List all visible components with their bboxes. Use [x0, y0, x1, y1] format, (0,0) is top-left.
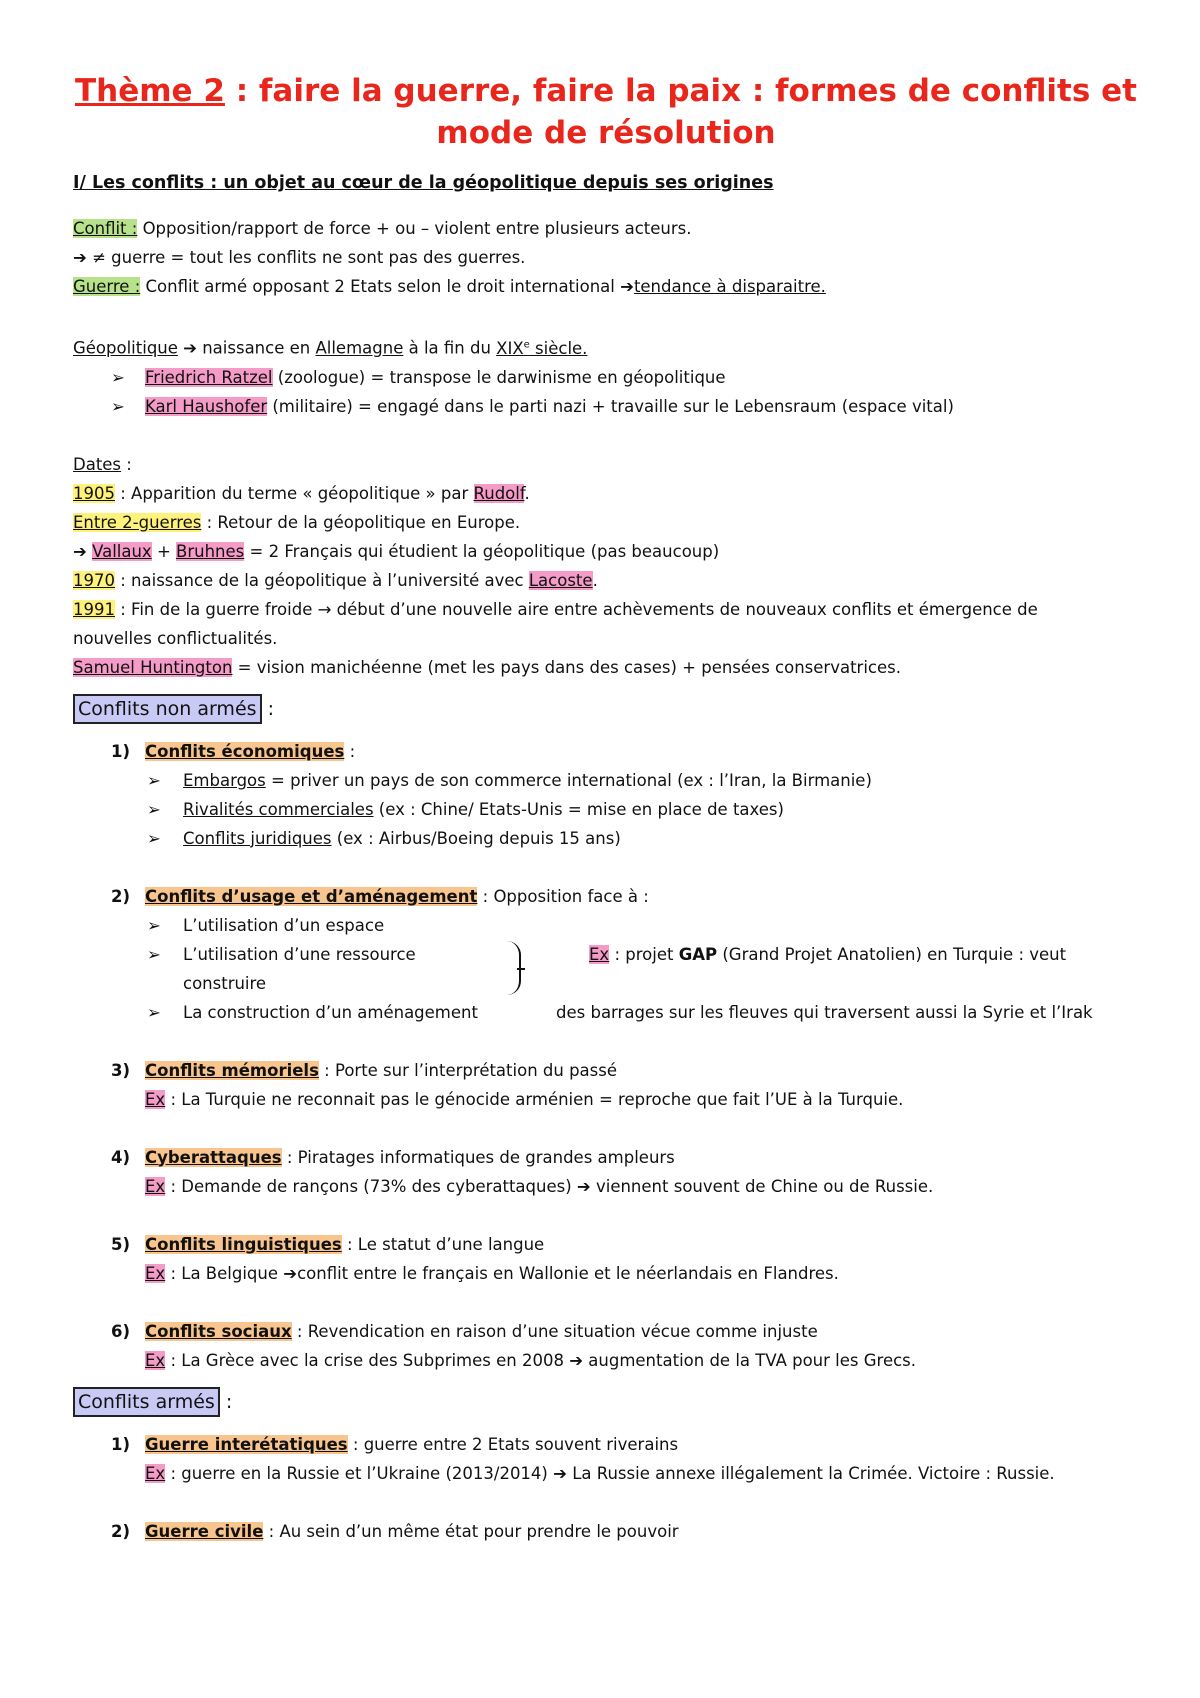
geopolitique-line	[73, 330, 1139, 363]
armes-colon: :	[219, 1390, 233, 1413]
example-sociaux	[73, 1346, 1139, 1375]
date-1970-text: : naissance de la géopolitique à l’université avec	[115, 570, 529, 590]
list-item-civile	[73, 1517, 1139, 1546]
spacer	[73, 1288, 1139, 1317]
year-1970: 1970	[73, 570, 115, 590]
ex-label: Ex	[145, 1263, 166, 1283]
example-text: : guerre en la Russie et l’Ukraine (2013/2014)	[165, 1463, 554, 1483]
item-number: 1)	[111, 741, 131, 761]
haushofer-text: (militaire) = engagé dans le parti nazi + travaille sur le Lebensraum (espace vital)	[267, 396, 954, 416]
bullet-arrow-icon: ➢	[147, 944, 161, 964]
geo-century-end: siècle.	[529, 338, 588, 358]
rivalites-text: (ex : Chine/ Etats-Unis = mise en place de taxes)	[373, 799, 784, 819]
geo-text: naissance en	[196, 338, 316, 358]
label-usage: Conflits d’usage et d’aménagement	[145, 886, 478, 906]
non-armes-heading-line	[73, 692, 1139, 727]
arrow-icon: ➔	[553, 1463, 567, 1483]
arrow-icon: ➔	[73, 248, 87, 267]
bullet-arrow-icon: ➢	[111, 367, 125, 387]
label-civile: Guerre civile	[145, 1521, 264, 1541]
list-item-memoriels	[73, 1056, 1139, 1085]
example-text: viennent souvent de Chine ou de Russie.	[590, 1176, 934, 1196]
date-1991	[73, 595, 1139, 624]
usage-block	[73, 911, 1139, 1027]
label-interetatiques: Guerre interétatiques	[145, 1434, 348, 1454]
list-item-sociaux	[73, 1317, 1139, 1346]
year-1991: 1991	[73, 599, 115, 619]
example-memoriels	[73, 1085, 1139, 1114]
embargos-text: = priver un pays de son commerce international (ex : l’Iran, la Birmanie)	[265, 770, 872, 790]
name-vallaux: Vallaux	[92, 541, 152, 561]
date-1905-text: : Apparition du terme « géopolitique » par	[115, 483, 474, 503]
dates-colon: :	[121, 454, 132, 474]
bullet-arrow-icon: ➢	[147, 828, 161, 848]
date-1991-cont: nouvelles conflictualités.	[73, 628, 278, 648]
item-number: 5)	[111, 1234, 131, 1254]
spacer	[73, 301, 1139, 330]
item-text: : Piratages informatiques de grandes ampleurs	[281, 1147, 675, 1167]
item-text: :	[344, 741, 356, 761]
geo-century-text: XIX	[496, 338, 524, 358]
label-cyberattaques: Cyberattaques	[145, 1147, 282, 1167]
spacer	[73, 198, 1139, 214]
title-theme-label: Thème 2	[75, 73, 225, 109]
page-title	[73, 70, 1139, 154]
ex-label: Ex	[145, 1176, 166, 1196]
arrow-icon: ➔	[569, 1350, 584, 1370]
item-text: : Revendication en raison d’une situation vécue comme injuste	[291, 1321, 818, 1341]
date-1905	[73, 479, 1139, 508]
dates-label: Dates	[73, 454, 122, 474]
arrow-icon: ➔	[620, 277, 634, 296]
title-line2: mode de résolution	[436, 115, 776, 151]
usage-example	[589, 940, 1066, 969]
definition-conflit	[73, 214, 1139, 243]
sub-item-construction	[73, 998, 1139, 1027]
bullet-arrow-icon: ➢	[147, 799, 161, 819]
example-text: : La Belgique	[165, 1263, 284, 1283]
example-cyberattaques	[73, 1172, 1139, 1201]
example-linguistiques	[73, 1259, 1139, 1288]
small-arrow-icon: →	[317, 599, 332, 619]
date-1991-text: : Fin de la guerre froide	[115, 599, 318, 619]
label-economiques: Conflits économiques	[145, 741, 345, 761]
spacer	[73, 853, 1139, 882]
label-memoriels: Conflits mémoriels	[145, 1060, 319, 1080]
list-item-cyberattaques	[73, 1143, 1139, 1172]
list-item-interetatiques	[73, 1430, 1139, 1459]
spacer	[73, 1027, 1139, 1056]
def-conflit: Opposition/rapport de force + ou – violent entre plusieurs acteurs.	[137, 219, 692, 238]
huntington-line	[73, 653, 1139, 682]
example-text: : La Grèce avec la crise des Subprimes en 2008	[165, 1350, 570, 1370]
term-conflit: Conflit :	[73, 219, 138, 238]
item-text: : Au sein d’un même état pour prendre le pouvoir	[263, 1521, 679, 1541]
list-item-usage	[73, 882, 1139, 911]
spacer	[73, 1114, 1139, 1143]
item-text: : guerre entre 2 Etats souvent riverains	[347, 1434, 679, 1454]
item-number: 2)	[111, 886, 131, 906]
armes-heading: Conflits armés	[73, 1387, 220, 1417]
name-bruhnes: Bruhnes	[176, 541, 245, 561]
arrow-icon: ➔	[576, 1176, 591, 1196]
definition-guerre	[73, 272, 1139, 301]
neq-text: ≠ guerre = tout les conflits ne sont pas des guerres.	[86, 248, 526, 267]
usage-espace-text: L’utilisation d’un espace	[183, 915, 385, 935]
item-text: : Opposition face à :	[477, 886, 649, 906]
list-item-economiques	[73, 737, 1139, 766]
vallaux-bruhnes-text: = 2 Français qui étudient la géopolitique (pas beaucoup)	[244, 541, 720, 561]
document-page	[73, 70, 1139, 1546]
spacer	[73, 682, 1139, 692]
sub-item-rivalites	[73, 795, 1139, 824]
sub-item-juridiques	[73, 824, 1139, 853]
ex-label: Ex	[145, 1350, 166, 1370]
huntington-text: = vision manichéenne (met les pays dans des cases) + pensées conservatrices.	[232, 657, 901, 677]
vallaux-bruhnes-line	[73, 537, 1139, 566]
list-item-linguistiques	[73, 1230, 1139, 1259]
item-number: 2)	[111, 1521, 131, 1541]
date-1970-end: .	[592, 570, 598, 590]
usage-ex-gap: GAP	[678, 944, 718, 964]
dates-label-line	[73, 450, 1139, 479]
usage-ex-text: (Grand Projet Anatolien) en Turquie : veut	[717, 944, 1067, 964]
arrow-icon: ➔	[283, 1263, 298, 1283]
usage-ex-continued: des barrages sur les fleuves qui traversent aussi la Syrie et l’Irak	[556, 1002, 1093, 1022]
usage-ex-text: : projet	[609, 944, 679, 964]
list-item-ratzel	[73, 363, 1139, 392]
date-1905-end: .	[524, 483, 530, 503]
item-text: : Porte sur l’interprétation du passé	[318, 1060, 618, 1080]
arrow-icon: ➔	[73, 541, 87, 561]
non-armes-colon: :	[261, 697, 274, 720]
entre-guerres-text: : Retour de la géopolitique en Europe.	[201, 512, 521, 532]
brace-tip	[517, 968, 525, 970]
name-haushofer: Karl Haushofer	[145, 396, 268, 416]
bullet-arrow-icon: ➢	[147, 1002, 161, 1022]
name-lacoste: Lacoste	[528, 570, 593, 590]
guerre-trend: tendance à disparaitre.	[633, 277, 826, 296]
section-heading: I/ Les conflits : un objet au cœur de la géopolitique depuis ses origines	[73, 173, 774, 193]
def-guerre: Conflit armé opposant 2 Etats selon le droit international	[140, 277, 621, 296]
year-1905: 1905	[73, 483, 115, 503]
neq-line	[73, 243, 1139, 272]
term-geopolitique: Géopolitique	[73, 338, 178, 358]
bullet-arrow-icon: ➢	[147, 770, 161, 790]
date-entre-guerres	[73, 508, 1139, 537]
bullet-arrow-icon: ➢	[111, 396, 125, 416]
geo-text: à la fin du	[403, 338, 497, 358]
term-guerre: Guerre :	[73, 277, 141, 296]
example-text: : Demande de rançons (73% des cyberattaques)	[165, 1176, 577, 1196]
plus-text: +	[151, 541, 177, 561]
term-juridiques: Conflits juridiques	[183, 828, 332, 848]
item-text: : Le statut d’une langue	[341, 1234, 545, 1254]
sub-item-construire	[73, 969, 1139, 998]
list-item-haushofer	[73, 392, 1139, 421]
bullet-arrow-icon: ➢	[147, 915, 161, 935]
ratzel-text: (zoologue) = transpose le darwinisme en géopolitique	[272, 367, 726, 387]
item-number: 3)	[111, 1060, 131, 1080]
title-line1: : faire la guerre, faire la paix : formes de conflits et	[224, 73, 1137, 109]
arrow-icon: ➔	[183, 338, 197, 358]
name-huntington: Samuel Huntington	[73, 657, 233, 677]
date-1970	[73, 566, 1139, 595]
entre-guerres-label: Entre 2-guerres	[73, 512, 202, 532]
geo-century	[496, 339, 587, 358]
armes-heading-line	[73, 1385, 1139, 1420]
juridiques-text: (ex : Airbus/Boeing depuis 15 ans)	[331, 828, 621, 848]
sub-item-embargos	[73, 766, 1139, 795]
label-linguistiques: Conflits linguistiques	[145, 1234, 342, 1254]
example-interetatiques	[73, 1459, 1139, 1488]
geo-country: Allemagne	[315, 338, 404, 358]
ex-label: Ex	[589, 944, 610, 964]
geo-century-sup: e	[523, 339, 530, 350]
sub-item-espace	[73, 911, 1139, 940]
term-rivalites: Rivalités commerciales	[183, 799, 374, 819]
usage-ressource-text: L’utilisation d’une ressource	[183, 944, 416, 964]
date-1991-text: début d’une nouvelle aire entre achèvements de nouveaux conflits et émergence de	[331, 599, 1038, 619]
spacer	[73, 421, 1139, 450]
example-text: conflit entre le français en Wallonie et le néerlandais en Flandres.	[297, 1263, 839, 1283]
spacer	[73, 1420, 1139, 1430]
spacer	[73, 727, 1139, 737]
spacer	[73, 1375, 1139, 1385]
non-armes-heading: Conflits non armés	[73, 694, 262, 724]
spacer	[73, 1201, 1139, 1230]
example-text: : La Turquie ne reconnait pas le génocide arménien = reproche que fait l’UE à la Turquie.	[165, 1089, 904, 1109]
usage-construction-text: La construction d’un aménagement	[183, 1002, 478, 1022]
sub-item-ressource	[73, 940, 1139, 969]
ex-label: Ex	[145, 1463, 166, 1483]
item-number: 4)	[111, 1147, 131, 1167]
usage-construire-text: construire	[183, 973, 267, 993]
item-number: 1)	[111, 1434, 131, 1454]
name-ratzel: Friedrich Ratzel	[145, 367, 273, 387]
example-text: La Russie annexe illégalement la Crimée. Victoire : Russie.	[566, 1463, 1055, 1483]
item-number: 6)	[111, 1321, 131, 1341]
ex-label: Ex	[145, 1089, 166, 1109]
spacer	[73, 1488, 1139, 1517]
label-sociaux: Conflits sociaux	[145, 1321, 292, 1341]
term-embargos: Embargos	[183, 770, 266, 790]
example-text: augmentation de la TVA pour les Grecs.	[583, 1350, 917, 1370]
name-rudolf: Rudolf	[473, 483, 525, 503]
